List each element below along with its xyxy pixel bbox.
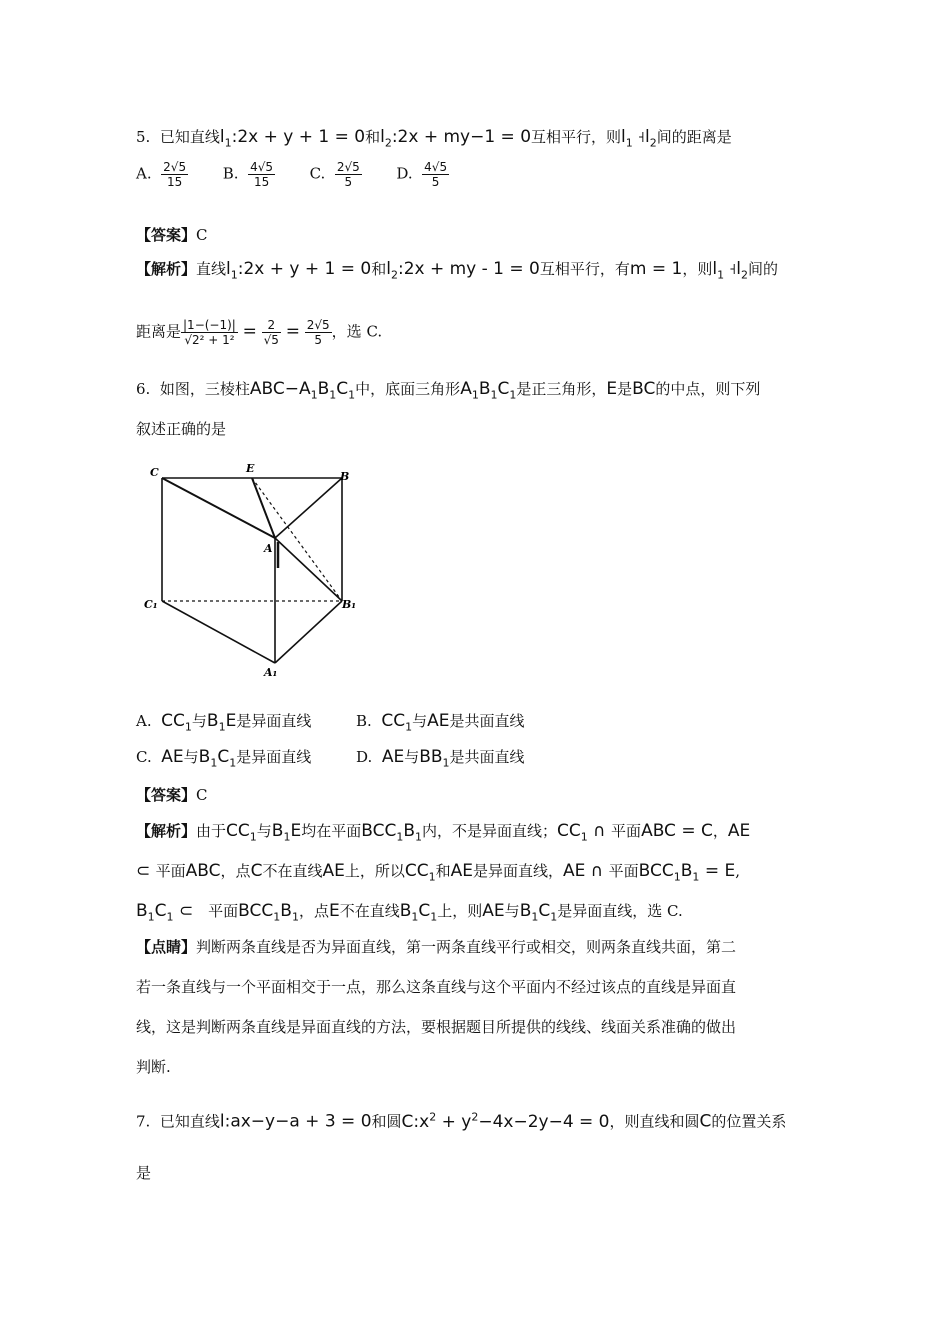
label-c: C — [150, 466, 159, 479]
q6-analysis-line2: ⊂ 平面ABC，点C不在直线AE上，所以$CC_1$和AE是异面直线，AE ∩ 平面$BCC_1B_1 = E$, — [136, 861, 740, 884]
q6-options-cd — [136, 746, 525, 774]
q7-stem: 7. 已知直线l:ax−y−a + 3 = 0和圆$C:x^2 + y^2-4x-2y-4 = 0$，则直线和圆C的位置关系 — [136, 1110, 787, 1132]
q5-option-a: A. $\frac{2√5}{15}$ — [136, 160, 187, 189]
q6-answer: 【答案】C — [136, 786, 208, 804]
edge-ba — [275, 478, 342, 538]
segment-ab1 — [275, 538, 342, 601]
q5-option-c: C. $\frac{2√5}{5}$ — [309, 160, 360, 189]
edge-ca — [162, 478, 275, 538]
q5-answer: 【答案】C — [136, 226, 208, 244]
q5-option-d: D. $\frac{4√5}{5}$ — [396, 160, 448, 189]
q7-stem-cont: 是 — [136, 1164, 152, 1182]
edge-a1b1 — [275, 601, 342, 663]
q6-analysis-line1: 【解析】由于$CC_1$与$B_1E$均在平面$BCC_1B_1$内，不是异面直线；$CC_1$ ∩ 平面ABC = C，AE — [136, 821, 751, 844]
q5-options — [136, 160, 449, 189]
edge-c1a1 — [162, 601, 275, 663]
prism-figure — [140, 460, 370, 682]
q5-stem: 5. 已知直线$l_1:2x + y + 1 = 0$和$l_2:2x + my-1 = 0$互相平行，则$l_1$ $˧l_2$间的距离是 — [136, 127, 732, 150]
label-a1: A₁ — [264, 666, 278, 679]
q5-analysis: 【解析】直线$l_1:2x + y + 1 = 0$和$l_2:2x$ + my - 1 = 0互相平行，有m = 1，则$l_1$ $˧l_2$间的 — [136, 259, 778, 282]
label-e: E — [246, 462, 255, 475]
label-a: A — [264, 542, 273, 555]
q6-stem-cont: 叙述正确的是 — [136, 420, 227, 438]
q6-point-line1: 【点睛】判断两条直线是否为异面直线，第一两条直线平行或相交，则两条直线共面，第二 — [136, 938, 737, 956]
q6-option-c: C. AE与$B_1C_1$是异面直线 — [136, 747, 312, 770]
q6-option-a: A. $CC_1$与$B_1E$是异面直线 — [136, 711, 312, 734]
segment-eb1-hidden — [252, 478, 342, 601]
q6-stem: 6. 如图，三棱柱$ABC-A_1B_1C_1$中，底面三角形$A_1B_1C_1$是正三角形，E是BC的中点，则下列 — [136, 379, 761, 402]
q6-analysis-line3: $B_1C_1$ ⊂ 平面$BCC_1B_1$，点E不在直线$B_1C_1$上，则AE与$B_1C_1$是异面直线，选 C. — [136, 901, 683, 924]
label-b: B — [340, 470, 350, 483]
q6-options-ab — [136, 710, 525, 738]
segment-ae — [252, 478, 275, 538]
q6-option-d: D. AE与$BB_1$是共面直线 — [356, 747, 525, 770]
q5-distance: 距离是 $\frac{|1-(-1)|}{\text{√2² + 1²}}$ = $\frac{2}{√5}$ = $\frac{2√5}{5}$ ，选 C. — [136, 318, 383, 347]
q6-option-b: B. $CC_1$与AE是共面直线 — [356, 711, 525, 734]
q6-point-line2: 若一条直线与一个平面相交于一点，那么这条直线与这个平面内不经过该点的直线是异面直 — [136, 978, 737, 996]
label-b1: B₁ — [342, 598, 357, 611]
q5-option-b: B. $\frac{4√5}{15}$ — [222, 160, 274, 189]
label-c1: C₁ — [144, 598, 158, 611]
q6-point-line4: 判断. — [136, 1058, 171, 1076]
q6-point-line3: 线，这是判断两条直线是异面直线的方法，要根据题目所提供的线线、线面关系准确的做出 — [136, 1018, 737, 1036]
